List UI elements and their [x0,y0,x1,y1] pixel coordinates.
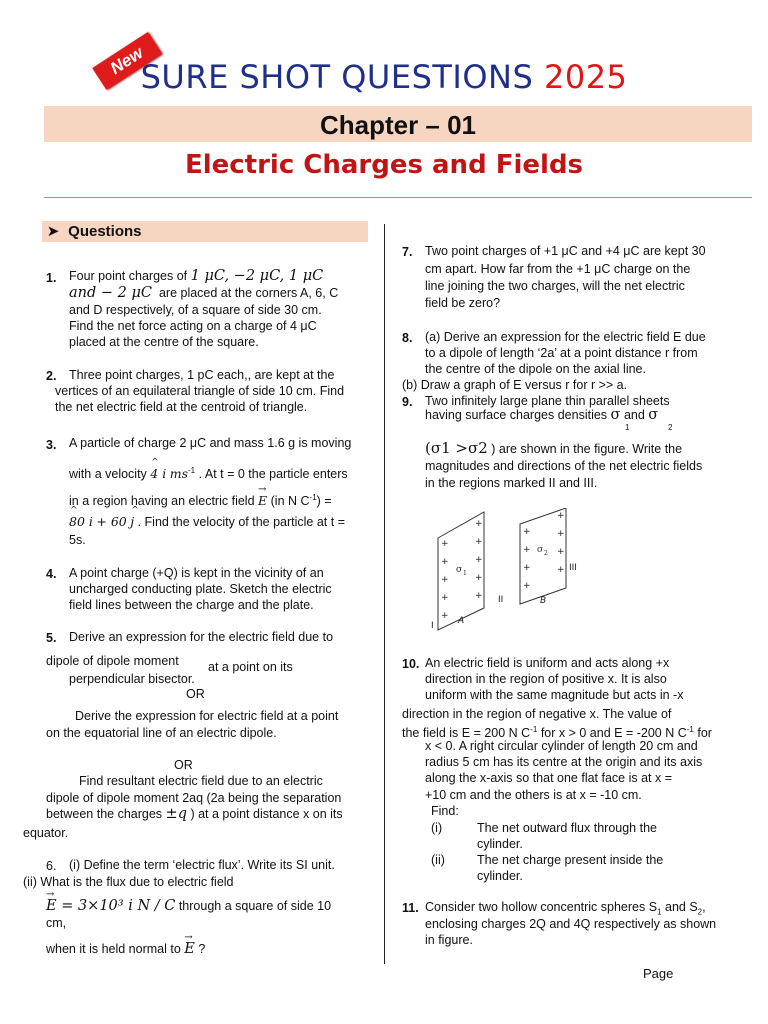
list-marker: (ii) [431,853,445,867]
plus-sign: + [523,563,531,573]
plus-sign: + [441,575,449,585]
plus-sign: + [523,581,531,591]
text: having surface charges densities [425,408,608,422]
sigma2-sub: 2 [544,550,548,557]
math: → E [184,941,195,958]
chapter-subtitle: Electric Charges and Fields [184,150,584,180]
text: at a point on its [208,660,293,674]
or-separator: OR [186,687,205,701]
text: cm apart. How far from the +1 μC charge on the [425,262,691,276]
text: the net electric field at the centroid of triangle. [55,400,308,414]
text: along the x-axis so that one flat face is at x = [425,771,673,785]
region-ii-label: II [498,595,504,605]
text: line joining the two charges, will the net electric [425,279,685,293]
text: 5s. [69,533,86,547]
plus-sign: + [475,591,483,601]
question-number: 3. [46,438,57,452]
text: (in N C [270,494,310,509]
text: magnitudes and directions of the net electric fields [425,459,703,473]
text: dipole of dipole moment 2aq (2a being the separation [46,791,342,805]
text: vertices of an equilateral triangle of side 10 cm. Find [55,384,345,398]
plus-sign: + [523,545,531,555]
question-number: 6. [46,859,57,873]
or-separator: OR [174,758,193,772]
text: field be zero? [425,296,501,310]
text: . At t = 0 the particle enters [198,467,348,482]
text: Find the net force acting on a charge of 4 μC [69,319,317,333]
list-marker: (i) [431,821,443,835]
text: enclosing charges 2Q and 4Q respectively as shown [425,917,717,931]
region-iii-label: III [569,563,577,573]
plus-sign: + [441,539,449,549]
text: Two point charges of +1 μC and +4 μC are kept 30 [425,244,706,258]
sup: -1 [686,725,694,734]
plus-sign: + [441,593,449,603]
math: → E = 3×10³ i N / C [46,898,175,915]
text: Derive the expression for electric field at a point [75,709,339,723]
text: perpendicular bisector. [69,672,195,686]
text: are placed at the corners A, 6, C [158,286,339,300]
sigma2-label: σ [537,545,544,555]
sigma-1: σ [610,407,621,423]
text: Derive an expression for the electric field due to [69,630,334,644]
sigma1-label: σ [456,565,463,575]
text: ) are shown in the figure. Write the [491,442,683,456]
text: Four point charges of [69,269,188,283]
math: ms [169,466,188,482]
sup: -1 [188,466,196,475]
text: ? [198,942,206,956]
plus-sign: + [475,555,483,565]
question-number: 8. [402,331,413,345]
text: (b) Draw a graph of E versus r for r >> a. [402,378,628,392]
question-number: 2. [46,369,57,383]
section-heading [42,221,368,242]
new-ribbon: New [92,32,162,90]
plus-sign: + [557,529,565,539]
column-divider [384,224,385,964]
text: and S [665,900,698,914]
text: (a) Derive an expression for the electric field E due [425,330,706,344]
text: the field is E = 200 N C [402,726,531,741]
question-number: 10. [402,657,420,671]
question-number: 1. [46,271,57,285]
text: uncharged conducting plate. Sketch the electric [69,582,332,596]
text: Two infinitely large plane thin parallel sheets [425,394,670,408]
math: (σ1 >σ2 [425,439,488,457]
text: (ii) What is the flux due to electric field [23,875,234,889]
text: A particle of charge 2 μC and mass 1.6 g is moving [69,436,352,450]
text: radius 5 cm has its centre at the origin and its axis [425,755,703,769]
question-number: 5. [46,631,57,645]
plus-sign: + [475,537,483,547]
plus-sign: + [557,547,565,557]
text: and [623,408,645,422]
text: . Find the velocity of the particle at t = [137,515,345,529]
plus-sign: + [557,511,565,521]
text: for [697,726,712,741]
sigma-2: σ [648,407,659,423]
text: Find resultant electric field due to an electric [79,774,323,788]
text: Consider two hollow concentric spheres S [425,900,658,914]
text: equator. [23,826,69,840]
text: An electric field is uniform and acts along +x [425,656,670,670]
text: to a dipole of length ‘2a’ at a point distance r from [425,346,698,360]
sup: -1 [309,493,317,502]
subscript: 2 [668,423,673,432]
title-year: 2025 [543,58,628,96]
question-number: 9. [402,395,413,409]
text: in a region having an electric field [69,494,255,509]
question-number: 11. [402,901,419,915]
parallel-sheets-figure [424,508,594,632]
text: in figure. [425,933,473,947]
question-number: 7. [402,245,413,259]
plus-sign: + [441,557,449,567]
text: the centre of the dipole on the axial line. [425,362,646,376]
sup: -1 [530,725,538,734]
math: 1 μC, −2 μC, 1 μC [190,268,324,284]
math: → E [258,493,267,510]
text: ) at a point distance x on its [190,807,343,821]
region-i-label: I [431,621,434,631]
text: cylinder. [477,869,523,883]
math: and − 2 μC [69,285,152,301]
sigma1-sub: 1 [463,570,467,577]
text: x < 0. A right circular cylinder of length 20 cm and [425,739,698,753]
chapter-heading: Chapter – 01 [44,106,752,142]
text: (i) Define the term ‘electric flux’. Write its SI unit. [69,858,335,872]
text: field lines between the charge and the plate. [69,598,314,612]
header-divider [44,197,752,198]
text: for x > 0 and E = -200 N C [540,726,687,741]
text: on the equatorial line of an electric dipole. [46,726,277,740]
text: with a velocity [69,467,147,482]
text: direction in the region of negative x. The value of [402,707,672,721]
label-a: A [458,616,465,626]
text: and D respectively, of a square of side 30 cm. [69,303,322,317]
text: placed at the centre of the square. [69,335,259,349]
text: Find: [431,804,459,818]
plus-sign: + [557,565,565,575]
text: between the charges [46,807,163,821]
plus-sign: + [523,527,531,537]
plus-sign: + [441,611,449,621]
text: Three point charges, 1 pC each,, are kept at the [69,368,335,382]
section-title: Questions [68,223,142,240]
plus-sign: + [475,519,483,529]
text: +10 cm and the others is at x = -10 cm. [425,788,642,802]
text: A point charge (+Q) is kept in the vicinity of an [69,566,324,580]
text: , [702,900,706,914]
text: The net outward flux through the [477,821,657,835]
title-main: SURE SHOT QUESTIONS [140,58,534,96]
text: when it is held normal to [46,942,181,956]
page-footer: Page [643,966,674,981]
text: dipole of dipole moment [46,654,179,668]
math: + 60 [96,514,127,529]
text: The net charge present inside the [477,853,664,867]
sub: 2 [697,907,703,917]
math: ^ 80 i [69,514,93,531]
plus-sign: + [475,573,483,583]
question-number: 4. [46,567,57,581]
text: cylinder. [477,837,523,851]
label-b: B [540,596,547,606]
text: uniform with the same magnitude but acts in -x [425,688,684,702]
text: cm, [46,916,67,930]
math: ^ j [130,514,134,531]
text: in the regions marked II and III. [425,476,598,490]
subscript: 1 [625,423,630,432]
arrow-bullet-icon: ➤ [46,223,60,240]
text: direction in the region of positive x. It is also [425,672,667,686]
text: through a square of side 10 [178,899,332,913]
math: ^ 4 i [150,466,166,483]
math: ±q [165,806,187,822]
sub: 1 [657,907,662,917]
text: ) = [316,494,332,509]
